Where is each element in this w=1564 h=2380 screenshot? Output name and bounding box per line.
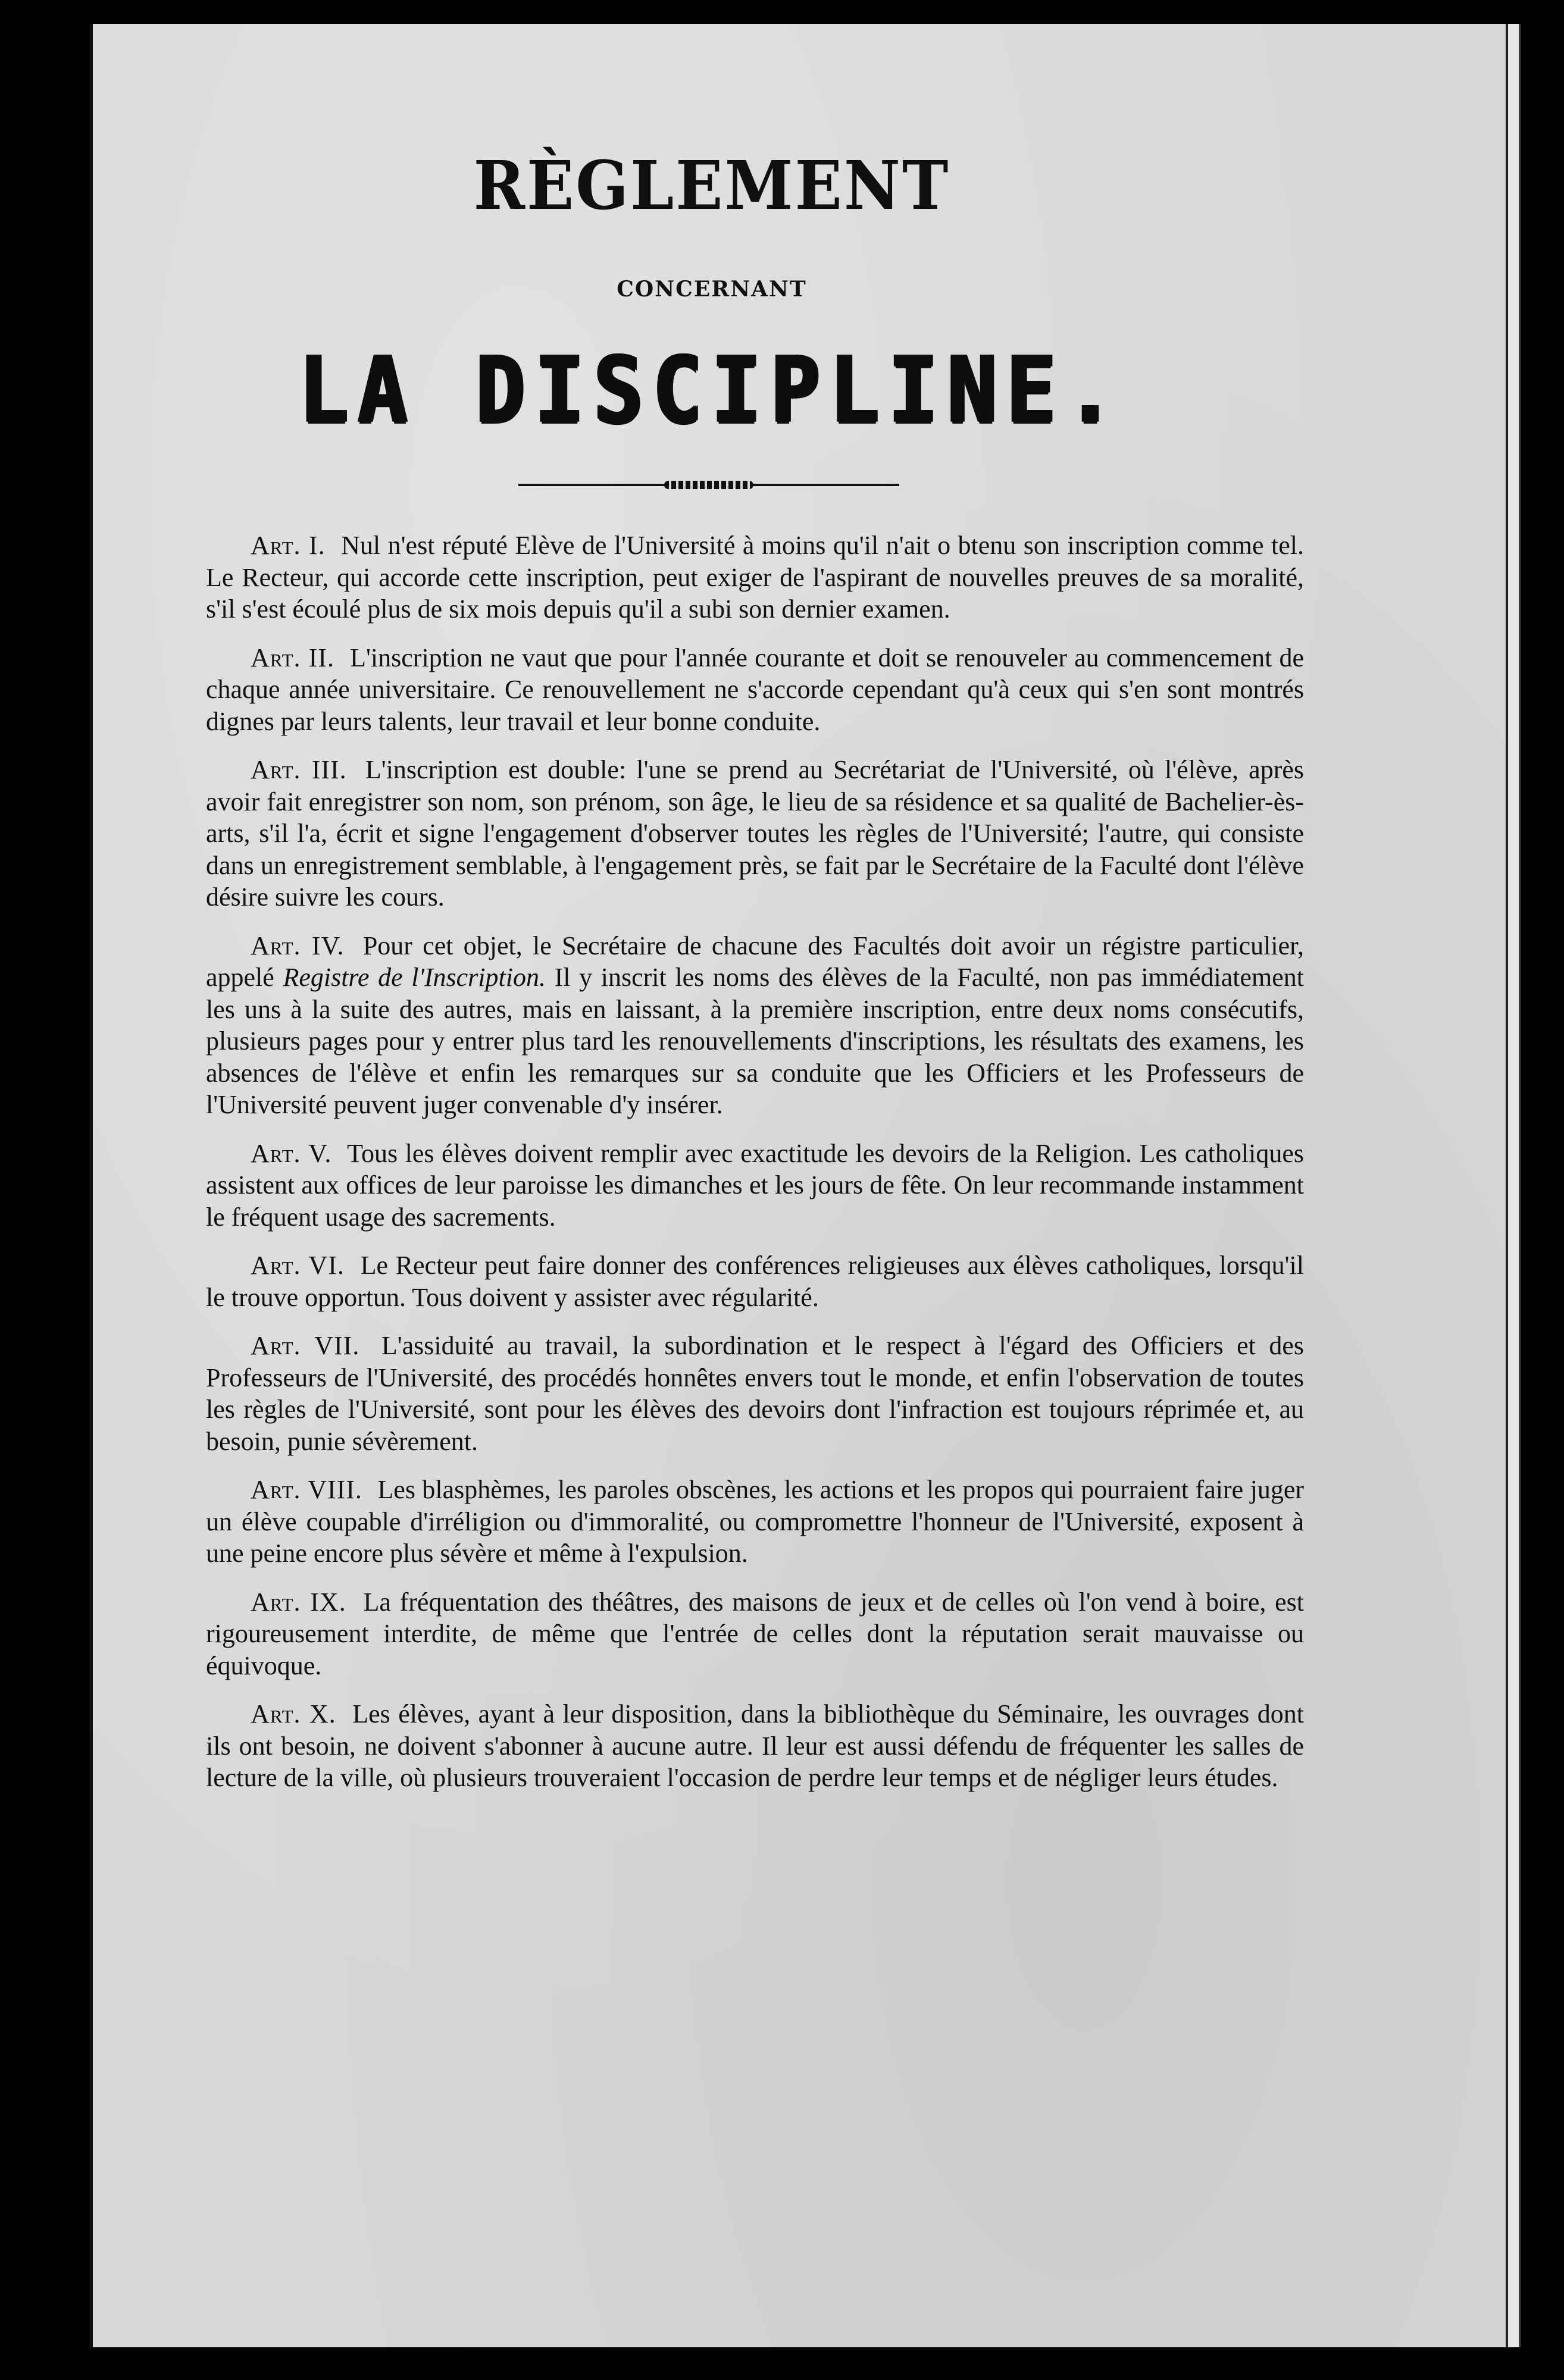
article-text-part: Pour cet objet, le Secrétaire de chacune des Facultés doit avoir un régistre particulier, appelé [206, 931, 1304, 992]
document-heading: LA DISCIPLINE. [299, 336, 1125, 444]
document-title: RÈGLEMENT [473, 146, 950, 225]
article-label: Art. I. [251, 531, 326, 560]
article-label: Art. III. [251, 755, 347, 784]
article-7 [206, 1330, 1304, 1457]
article-9 [206, 1586, 1304, 1682]
article-label: Art. X. [251, 1699, 336, 1728]
page-edge [1506, 24, 1521, 2347]
article-text: L'assiduité au travail, la subordination et le respect à l'égard des Officiers et des Professeurs de l'Université, des procédés honnêtes envers tout le monde, et enfin l'observation de toutes les règles de l'Université, sont pour les élèves des devoirs dont l'infraction est toujours réprimée et, au besoin, punie sévèrement. [206, 1331, 1305, 1456]
article-text: L'inscription ne vaut que pour l'année courante et doit se renouveler au commencement de chaque année universitaire. Ce renouvellement ne s'accorde cependant qu'à ceux qui s'en sont montrés dignes par leurs talents, leur travail et leur bonne conduite. [206, 643, 1305, 736]
article-6 [206, 1250, 1304, 1313]
article-label: Art. VIII. [251, 1475, 362, 1504]
article-4 [206, 930, 1304, 1121]
article-1 [206, 530, 1304, 625]
article-label: Art. IV. [251, 931, 345, 960]
document-page [89, 24, 1509, 2347]
article-text: Les blasphèmes, les paroles obscènes, les actions et les propos qui pourraient faire juger un élève coupable d'irréligion ou d'immoralité, ou compromettre l'honneur de l'Université, exposent à une peine encore plus sévère et même à l'expulsion. [206, 1475, 1305, 1568]
article-text: Tous les élèves doivent remplir avec exactitude les devoirs de la Religion. Les catholiques assistent aux offices de leur paroisse les dimanches et les jours de fête. On leur recommande instamment le fréquent usage des sacrements. [206, 1138, 1304, 1232]
article-text [206, 931, 1304, 1120]
article-text: Le Recteur peut faire donner des conférences religieuses aux élèves catholiques, lorsqu'il le trouve opportun. Tous doivent y assister avec régularité. [206, 1251, 1305, 1312]
article-text: La fréquentation des théâtres, des maisons de jeux et de celles où l'on vend à boire, est rigoureusement interdite, de même que l'entrée de celles dont la réputation serait mauvaisse ou équivoque. [206, 1587, 1304, 1680]
article-8 [206, 1474, 1304, 1570]
article-label: Art. II. [251, 643, 334, 672]
article-text-part: Il y inscrit les noms des élèves de la Faculté, non pas immédiatement les uns à la suite des autres, mais en laissant, à la première inscription, entre deux noms consécutifs, plusieurs pages pour y entrer plus tard les renouvellements d'inscriptions, les résultats des examens, les absences de l'élève et enfin les remarques sur sa conduite que les Officiers et les Professeurs de l'Université peuvent juger convenable d'y insérer. [206, 963, 1305, 1119]
article-2 [206, 642, 1304, 738]
register-title-italic: Registre de l'Inscription. [283, 963, 546, 992]
article-text: L'inscription est double: l'une se prend au Secrétariat de l'Université, où l'élève, après avoir fait enregistrer son nom, son prénom, son âge, le lieu de sa résidence et sa qualité de Bachelier-ès-arts, s'il l'a, écrit et signe l'engagement d'observer toutes les règles de l'Université; l'autre, qui consiste dans un enregistrement semblable, à l'engagement près, se fait par le Secrétaire de la Faculté dont l'élève désire suivre les cours. [206, 755, 1305, 912]
article-label: Art. IX. [251, 1587, 346, 1617]
document-body [206, 530, 1304, 1811]
article-3 [206, 754, 1304, 913]
article-text: Les élèves, ayant à leur disposition, dans la bibliothèque du Séminaire, les ouvrages dont ils ont besoin, ne doivent s'abonner à aucune autre. Il leur est aussi défendu de fréquenter les salles de lecture de la ville, où plusieurs trouveraient l'occasion de perdre leur temps et de négliger leurs études. [206, 1699, 1304, 1792]
article-label: Art. VII. [251, 1331, 360, 1360]
document-subtitle: CONCERNANT [617, 277, 807, 302]
article-10 [206, 1698, 1304, 1794]
ornamental-divider-center [664, 481, 753, 489]
article-5 [206, 1138, 1304, 1233]
article-text: Nul n'est réputé Elève de l'Université à moins qu'il n'ait o btenu son inscription comme tel. Le Recteur, qui accorde cette inscription, peut exiger de l'aspirant de nouvelles preuves de sa moralité, s'il s'est écoulé plus de six mois depuis qu'il a subi son dernier examen. [206, 531, 1305, 624]
article-label: Art. V. [251, 1138, 332, 1168]
article-label: Art. VI. [251, 1251, 345, 1280]
